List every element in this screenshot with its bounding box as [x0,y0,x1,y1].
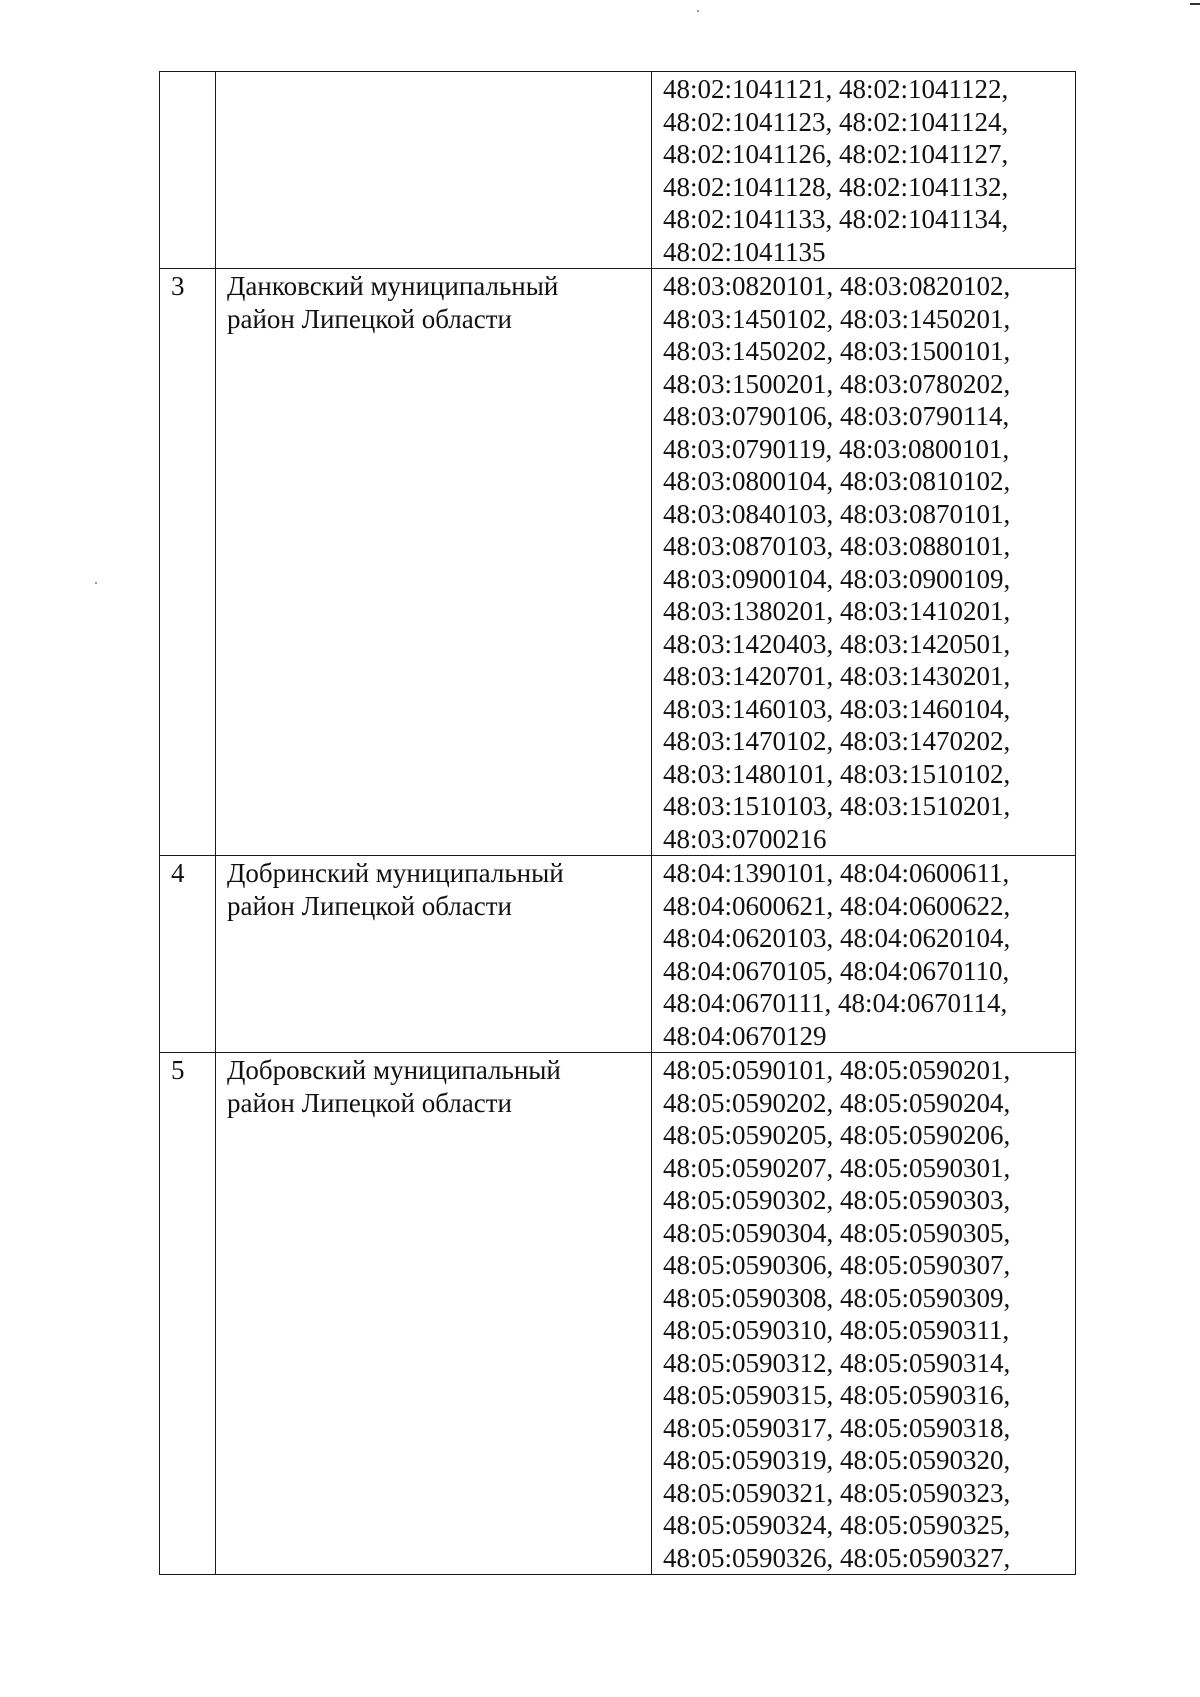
district-name-line: Добринский муниципальный [227,858,564,888]
code-line: 48:03:1480101, 48:03:1510102, [663,758,1011,789]
code-line: 48:03:1420403, 48:03:1420501, [663,628,1011,659]
code-line: 48:03:1420701, 48:03:1430201, [663,661,1011,691]
table-row [160,856,1076,1053]
code-line: 48:05:0590205, 48:05:0590206, [663,1120,1011,1150]
cadastral-codes [652,856,1076,1053]
code-line: 48:03:0900104, 48:03:0900109, [663,563,1011,594]
code-line: 48:03:1460103, 48:03:1460104, [663,693,1011,724]
code-line: 48:04:0670105, 48:04:0670110, [663,955,1010,986]
cadastral-codes [652,1053,1076,1575]
row-number: 3 [160,269,216,856]
cadastral-codes [652,72,1076,269]
code-line: 48:05:0590207, 48:05:0590301, [663,1152,1011,1183]
scan-dot-top [697,10,699,12]
code-line: 48:03:0790119, 48:03:0800101, [663,433,1010,464]
row-number: 4 [160,856,216,1053]
code-line: 48:03:1470102, 48:03:1470202, [663,726,1011,756]
table-row [160,269,1076,856]
row-number: 5 [160,1053,216,1575]
code-line: 48:03:1500201, 48:03:0780202, [663,368,1011,399]
code-line: 48:03:1380201, 48:03:1410201, [663,596,1011,626]
district-name [216,1053,652,1575]
code-line: 48:04:0670111, 48:04:0670114, [663,988,1008,1018]
code-line: 48:02:1041123, 48:02:1041124, [663,106,1009,137]
code-line: 48:03:1450202, 48:03:1500101, [663,336,1011,366]
code-line: 48:05:0590319, 48:05:0590320, [663,1445,1011,1475]
table-body [160,72,1076,1575]
code-line: 48:05:0590317, 48:05:0590318, [663,1412,1011,1443]
district-name [216,72,652,269]
code-line: 48:03:1450102, 48:03:1450201, [663,303,1011,334]
code-line: 48:03:0700216 [663,823,827,854]
district-name [216,856,652,1053]
code-line: 48:02:1041121, 48:02:1041122, [663,74,1009,104]
district-name-line: Данковский муниципальный [227,271,559,301]
district-name [216,269,652,856]
code-line: 48:05:0590302, 48:05:0590303, [663,1185,1011,1215]
code-line: 48:03:0790106, 48:03:0790114, [663,401,1010,431]
code-line: 48:05:0590321, 48:05:0590323, [663,1477,1011,1508]
code-line: 48:04:0670129 [663,1020,827,1051]
row-number [160,72,216,269]
code-line: 48:03:0800104, 48:03:0810102, [663,466,1011,496]
code-line: 48:05:0590101, 48:05:0590201, [663,1055,1011,1085]
code-line: 48:04:1390101, 48:04:0600611, [663,858,1010,888]
code-line: 48:05:0590324, 48:05:0590325, [663,1510,1011,1540]
scan-dot-left [95,582,97,584]
code-line: 48:04:0600621, 48:04:0600622, [663,890,1011,921]
table-row [160,72,1076,269]
code-line: 48:05:0590202, 48:05:0590204, [663,1087,1011,1118]
code-line: 48:05:0590315, 48:05:0590316, [663,1380,1011,1410]
cadastral-table [159,71,1076,1575]
code-line: 48:05:0590306, 48:05:0590307, [663,1250,1011,1280]
district-name-line: район Липецкой области [227,890,512,921]
code-line: 48:02:1041126, 48:02:1041127, [663,139,1009,169]
district-name-line: Добровский муниципальный [227,1055,561,1085]
code-line: 48:05:0590304, 48:05:0590305, [663,1217,1011,1248]
code-line: 48:02:1041133, 48:02:1041134, [663,204,1009,234]
code-line: 48:03:0820101, 48:03:0820102, [663,271,1011,301]
code-line: 48:04:0620103, 48:04:0620104, [663,923,1011,953]
code-line: 48:05:0590308, 48:05:0590309, [663,1282,1011,1313]
cadastral-codes [652,269,1076,856]
district-name-line: район Липецкой области [227,303,512,334]
code-line: 48:02:1041128, 48:02:1041132, [663,171,1009,202]
code-line: 48:02:1041135 [663,236,826,267]
code-line: 48:03:0840103, 48:03:0870101, [663,498,1011,529]
code-line: 48:03:1510103, 48:03:1510201, [663,791,1011,821]
scan-edge-mark [1190,3,1200,5]
code-line: 48:05:0590326, 48:05:0590327, [663,1542,1011,1573]
district-name-line: район Липецкой области [227,1087,512,1118]
code-line: 48:05:0590310, 48:05:0590311, [663,1315,1010,1345]
code-line: 48:03:0870103, 48:03:0880101, [663,531,1011,561]
code-line: 48:05:0590312, 48:05:0590314, [663,1347,1011,1378]
table-row [160,1053,1076,1575]
